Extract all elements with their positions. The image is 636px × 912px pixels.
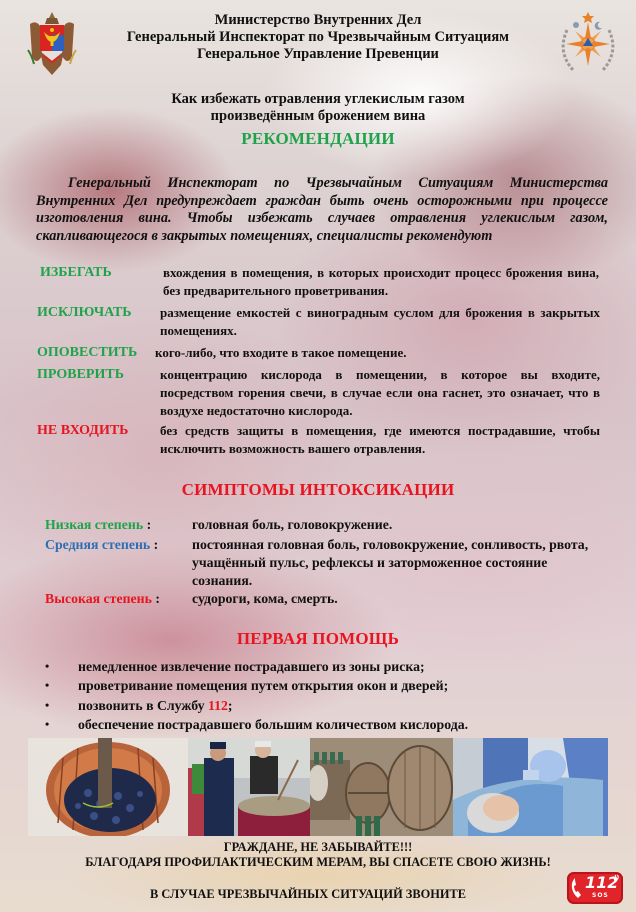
bullet-icon: •	[45, 678, 50, 693]
phone-icon	[571, 877, 585, 899]
signal-waves-icon	[613, 874, 621, 882]
document-title	[90, 91, 546, 125]
first-aid-text: немедленное извлечение пострадавшего из зоны риска;	[78, 659, 425, 674]
document-title-line-2: произведённым брожением вина	[210, 108, 426, 124]
first-aid-item	[42, 676, 602, 695]
badge-number: 112	[585, 873, 619, 892]
first-aid-item	[42, 715, 602, 734]
photo-strip	[28, 738, 608, 836]
symptom-level-label: Средняя степень	[45, 537, 151, 552]
recommendation-verb: НЕ ВХОДИТЬ	[37, 423, 129, 438]
footer-reminder: ГРАЖДАНЕ, НЕ ЗАБЫВАЙТЕ!!!	[223, 840, 413, 854]
recommendation-text: кого-либо, что входите в такое помещение.	[155, 345, 407, 360]
symptom-level-label: Высокая степень	[45, 591, 152, 606]
first-aid-text: проветривание помещения путем открытия окон и дверей;	[78, 678, 449, 694]
first-aid-item	[42, 696, 602, 715]
emergency-inspectorate-emblem-icon	[553, 8, 623, 80]
inspectorate-name: Генеральный Инспекторат по Чрезвычайным Ситуациям	[126, 29, 510, 45]
symptom-description: судороги, кома, смерть.	[192, 591, 338, 606]
symptom-description: постоянная головная боль, головокружение, сонливость, рвота, учащённый пульс, рефлексы и заторможенное состояние сознания.	[192, 537, 589, 588]
department-name: Генеральное Управление Превенции	[197, 46, 439, 62]
first-aid-text: позвонить в Службу	[78, 697, 208, 713]
emergency-112-badge	[567, 872, 623, 904]
recommendation-text: без средств защиты в помещения, где имеются пострадавшие, чтобы исключить возможность вашего отравления.	[160, 423, 600, 456]
first-aid-list	[42, 657, 602, 734]
recommendation-verb: ИСКЛЮЧАТЬ	[37, 305, 132, 320]
footer-slogan: БЛАГОДАРЯ ПРОФИЛАКТИЧЕСКИМ МЕРАМ, ВЫ СПАСЕТЕ СВОЮ ЖИЗНЬ!	[85, 855, 551, 869]
first-aid-text-end: ;	[227, 697, 233, 713]
emergency-number: 112	[207, 697, 228, 713]
ministry-header	[90, 12, 546, 63]
recommendation-verb: ПРОВЕРИТЬ	[37, 367, 124, 382]
bullet-icon: •	[45, 659, 50, 673]
ministry-name: Министерство Внутренних Дел	[214, 12, 422, 28]
footer-call-to-action: В СЛУЧАЕ ЧРЕЗВЫЧАЙНЫХ СИТУАЦИЙ ЗВОНИТЕ	[149, 887, 467, 901]
badge-sos: SOS	[592, 892, 609, 899]
first-aid-item	[42, 657, 602, 676]
symptom-level-separator: :	[150, 537, 159, 552]
recommendation-text: концентрацию кислорода в помещении, в которое вы входите, посредством горения свечи, в случае если она гаснет, это означает, что в воздухе недостаточно кислорода.	[160, 367, 600, 418]
symptom-level-separator: :	[143, 517, 152, 532]
recommendation-text: вхождения в помещения, в которых происходит процесс брожения вина, без предварительного проветривания.	[163, 265, 599, 298]
recommendation-verb: ИЗБЕГАТЬ	[40, 265, 112, 280]
recommendation-text: размещение емкостей с виноградным суслом для брожения в закрытых помещениях.	[160, 305, 600, 338]
moldova-coat-of-arms-icon	[26, 10, 78, 80]
first-aid-text: обеспечение пострадавшего большим количеством кислорода.	[78, 716, 469, 732]
grape-press-barrel-photo	[28, 738, 188, 836]
patient-oxygen-mask-photo	[453, 738, 608, 836]
document-title-line-1: Как избежать отравления углекислым газом	[171, 91, 465, 107]
symptom-level-label: Низкая степень	[45, 517, 144, 532]
wine-cellar-barrels-photo	[310, 738, 453, 836]
bullet-icon: •	[45, 716, 50, 731]
first-aid-heading: ПЕРВАЯ ПОМОЩЬ	[236, 629, 400, 648]
symptom-level-separator: :	[151, 591, 160, 606]
symptom-description: головная боль, головокружение.	[192, 517, 393, 532]
recommendations-heading: РЕКОМЕНДАЦИИ	[241, 129, 395, 148]
symptoms-heading: СИМПТОМЫ ИНТОКСИКАЦИИ	[181, 480, 455, 499]
rescuer-and-winemakers-photo	[188, 738, 310, 836]
bullet-icon: •	[45, 697, 50, 712]
recommendations-intro: Генеральный Инспекторат по Чрезвычайным Ситуациям Министерства Внутренних Дел предупреждает граждан быть очень осторожными при процессе изготовления вина. Чтобы избежать случаев отравления углекислым газом, скапливающегося в закрытых помещениях, специалисты рекомендуют	[36, 175, 608, 244]
recommendation-verb: ОПОВЕСТИТЬ	[37, 345, 138, 360]
